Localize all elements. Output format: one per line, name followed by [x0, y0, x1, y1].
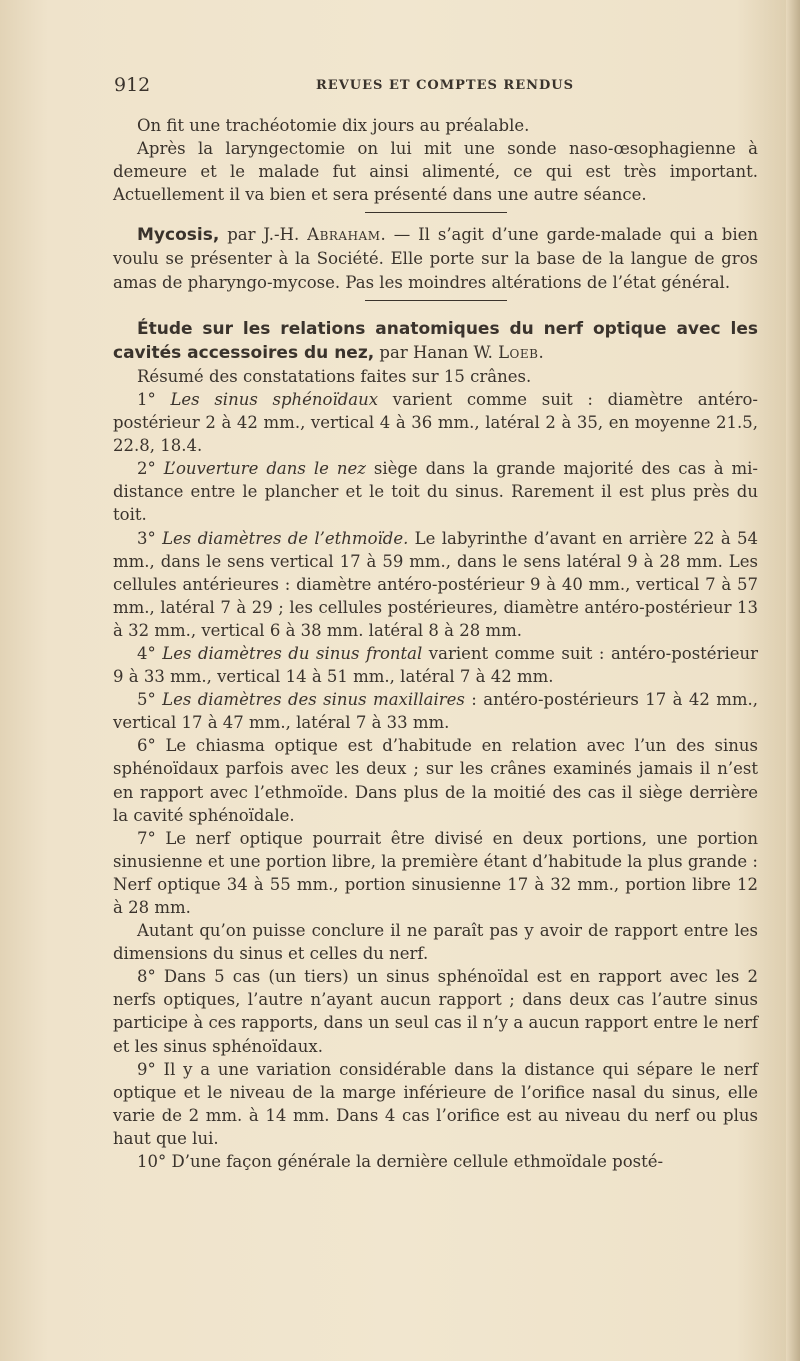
etude-by: par Hanan W. — [374, 342, 499, 362]
list-item: 2° L’ouverture dans le nez siège dans la grande majorité des cas à mi-distance entre le plancher et le toit du sinus. Rarement il est plus près du toit. — [113, 459, 758, 525]
etude-title: Étude sur les relations anatomiques du nerf optique avec les cavités accessoires du nez, — [113, 318, 758, 363]
list-item: 3° Les diamètres de l’ethmoïde. Le labyrinthe d’avant en arrière 22 à 54 mm., dans le sens vertical 17 à 59 mm., dans le sens latéral 9 à 28 mm. Les cellules antérieures : diamètre antéro-postérieur 9 à 40 mm., vertical 7 à 57 mm., latéral 7 à 29 ; les cellules postérieures, diamètre antéro-postérieur 13 à 32 mm., vertical 6 à 38 mm. latéral 8 à 28 mm. — [113, 528, 759, 640]
list-item: 10° D’une façon générale la dernière cellule ethmoïdale posté- — [137, 1152, 664, 1172]
mycosis-author: Abraham — [307, 225, 381, 245]
list-item: 4° Les diamètres du sinus frontal varient comme suit : antéro-postérieur 9 à 33 mm., vertical 14 à 51 mm., latéral 7 à 42 mm. — [113, 643, 759, 687]
paragraph: On fit une trachéotomie dix jours au préalable. — [137, 116, 530, 135]
conclusion: Autant qu’on puisse conclure il ne paraît pas y avoir de rapport entre les dimensions du sinus et celles du nerf. — [113, 921, 758, 964]
list-item: 5° Les diamètres des sinus maxillaires : antéro-postérieurs 17 à 42 mm., vertical 17 à 47 mm., latéral 7 à 33 mm. — [113, 690, 758, 733]
list-item: 1° Les sinus sphénoïdaux varient comme suit : diamètre antéro-postérieur 2 à 42 mm., vertical 4 à 36 mm., latéral 2 à 35, en moyenne 21.5, 22.8, 18.4. — [113, 389, 759, 456]
etude-author: Loeb — [498, 342, 539, 362]
paragraph: Après la laryngectomie on lui mit une sonde naso-œsophagienne à demeure et le malade fut ainsi alimenté, ce qui est très important. Actuellement il va bien et sera présenté dans une autre séance. — [113, 139, 758, 205]
mycosis-entry — [113, 223, 758, 293]
page-number: 912 — [114, 74, 151, 96]
separator-rule — [365, 212, 507, 213]
etude-entry — [113, 317, 758, 365]
page-edge — [786, 0, 800, 1361]
mycosis-title: Mycosis, — [137, 225, 220, 246]
etude-end: . — [538, 342, 544, 362]
mycosis-text: . — Il s’agit d’une garde-malade qui a bien voulu se présenter à la Société. Elle porte sur la base de la langue de gros amas de pharyngo-mycose. Pas les moindres altérations de l’état général. — [113, 225, 758, 292]
page-header — [114, 74, 764, 98]
etude-summary: Résumé des constatations faites sur 15 crânes. — [137, 366, 532, 386]
running-title: REVUES ET COMPTES RENDUS — [316, 78, 574, 93]
mycosis-by: par J.-H. — [219, 225, 308, 245]
article-body — [113, 114, 758, 1173]
list-item: 6° Le chiasma optique est d’habitude en relation avec l’un des sinus sphénoïdaux parfois avec les deux ; sur les crânes examinés jamais il n’est en rapport avec l’ethmoïde. Dans plus de la moitié des cas il siège derrière la cavité sphénoïdale. — [113, 736, 758, 825]
separator-rule — [365, 300, 507, 301]
list-item: 9° Il y a une variation considérable dans la distance qui sépare le nerf optique et le niveau de la marge inférieure de l’orifice nasal du sinus, elle varie de 2 mm. à 14 mm. Dans 4 cas l’orifice est au niveau du nerf ou plus haut que lui. — [113, 1059, 758, 1148]
list-item: 7° Le nerf optique pourrait être divisé en deux portions, une portion sinusienne et une portion libre, la première étant d’habitude la plus grande : Nerf optique 34 à 55 mm., portion sinusienne 17 à 32 mm., portion libre 12 à 28 mm. — [113, 828, 758, 917]
list-item: 8° Dans 5 cas (un tiers) un sinus sphénoïdal est en rapport avec les 2 nerfs optiques, l’autre n’ayant aucun rapport ; dans deux cas l’autre sinus participe à ces rapports, dans un seul cas il n’y a aucun rapport entre le nerf et les sinus sphénoïdaux. — [113, 967, 758, 1056]
